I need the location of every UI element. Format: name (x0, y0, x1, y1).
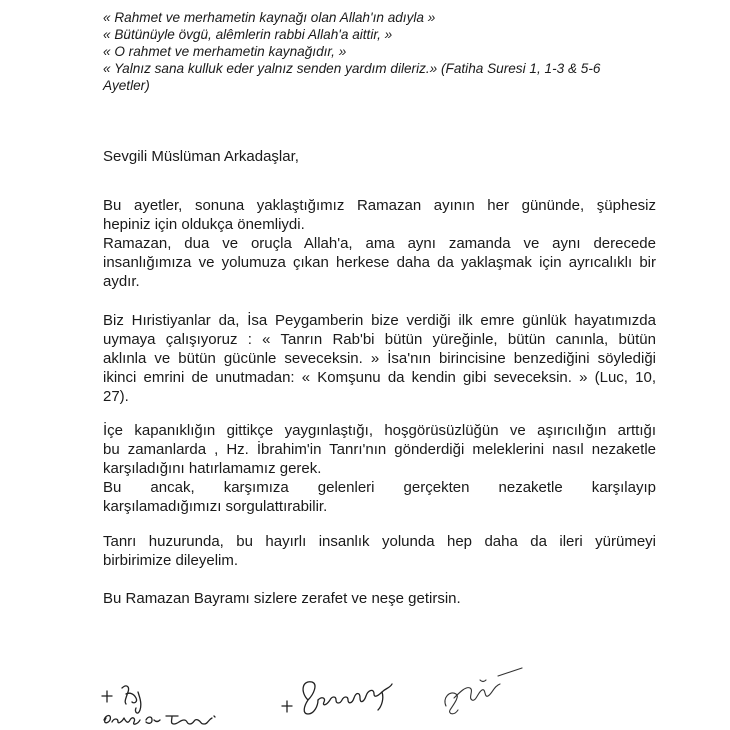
verse-line: « Bütünüyle övgü, alêmlerin rabbi Allah'a aittir, » (103, 27, 393, 42)
verse-line: Ayetler) (103, 78, 150, 93)
paragraph-line: Bu Ramazan Bayramı sizlere zerafet ve neşe getirsin. (103, 590, 461, 607)
paragraph-line: Ramazan, dua ve oruçla Allah'a, ama aynı zamanda ve aynı derecede (103, 234, 656, 252)
paragraph-line: karşıladığını hatırlamamız gerek. (103, 459, 322, 477)
paragraph-line: uymaya çalışıyoruz : « Tanrın Rab'bi bütün yüreğinle, bütün canınla, bütün (103, 330, 656, 348)
paragraph-line: ikinci emrini de unutmadan: « Komşunu da kendin gibi seveceksin. » (Luc, 10, (103, 368, 656, 386)
paragraph-line: Tanrı huzurunda, bu hayırlı insanlık yolunda hep daha da ileri yürümeyi (103, 533, 656, 550)
paragraph-line: aklınla ve bütün gücünle seveceksin. » İsa'nın birincisine benzediğini söylediği (103, 349, 656, 367)
paragraph-line: İçe kapanıklığın gittikçe yaygınlaştığı, hoşgörüsüzlüğün ve aşırıcılığın arttığı (103, 422, 656, 439)
paragraph-line: Bu ancak, karşımıza gelenleri gerçekten nezaketle karşılayıp (103, 478, 656, 496)
salutation: Sevgili Müslüman Arkadaşlar, (103, 148, 299, 165)
paragraph-line: birbirimize dileyelim. (103, 551, 239, 569)
verse-line: « O rahmet ve merhametin kaynağıdır, » (103, 44, 347, 59)
paragraph-3 (103, 422, 656, 516)
paragraph-5 (103, 590, 656, 609)
verse-line: « Yalnız sana kulluk eder yalnız senden yardım dileriz.» (Fatiha Suresi 1, 1-3 & 5-6 (103, 61, 601, 76)
paragraph-line: Bu ayetler, sonuna yaklaştığımız Ramazan ayının her gününde, şüphesiz (103, 197, 656, 214)
signature-3 (440, 666, 530, 722)
paragraph-1 (103, 197, 656, 291)
paragraph-line: karşılamadığımızı sorgulattırabilir. (103, 497, 328, 515)
paragraph-line: 27). (103, 387, 129, 405)
paragraph-line: bu zamanlarda , Hz. İbrahim'in Tanrı'nın gönderdiği meleklerini nasıl nezaketle (103, 440, 656, 458)
paragraph-line: aydır. (103, 272, 140, 290)
paragraph-line: insanlığımıza ve yolumuza çıkan herkese daha da yaklaşmak için ayrıcalıklı bir (103, 253, 656, 271)
paragraph-4 (103, 533, 656, 571)
signature-2 (278, 670, 408, 722)
paragraph-line: hepiniz için oldukça önemliydi. (103, 215, 305, 233)
paragraph-line: Biz Hıristiyanlar da, İsa Peygamberin bize verdiği ilk emre günlük hayatımızda (103, 312, 656, 329)
paragraph-2 (103, 312, 656, 406)
verse-line: « Rahmet ve merhametin kaynağı olan Allah'ın adıyla » (103, 10, 436, 25)
quran-verses (103, 9, 643, 94)
signature-1 (96, 676, 226, 728)
